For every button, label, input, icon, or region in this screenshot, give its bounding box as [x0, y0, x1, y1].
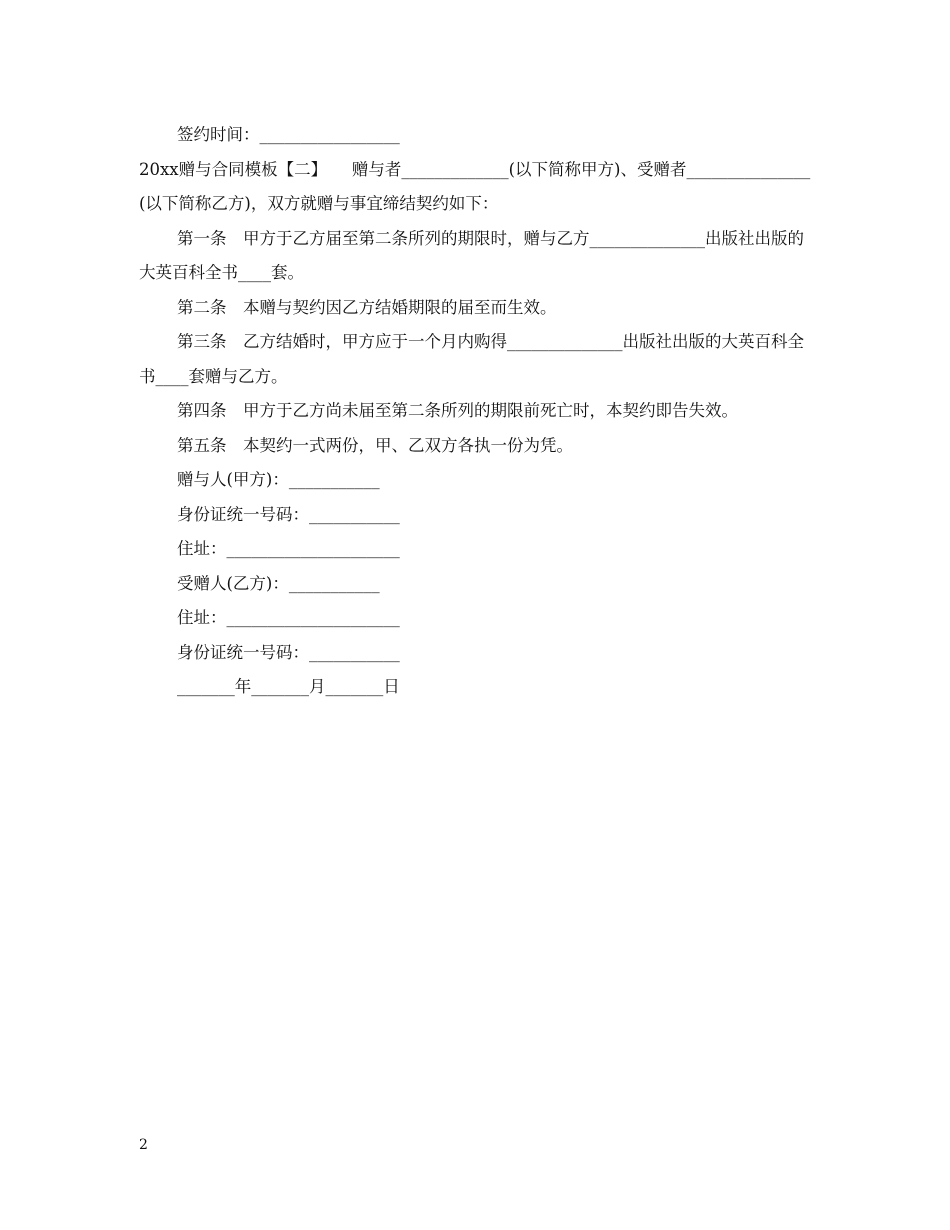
document-body — [139, 118, 811, 705]
donor-id-line: 身份证统一号码：___________ — [177, 504, 400, 524]
signing-time-line: 签约时间：_________________ — [177, 125, 400, 144]
donee-line: 受赠人(乙方)：___________ — [177, 573, 380, 593]
template-heading-paragraph: 20xx赠与合同模板【二】 赠与者_____________(以下简称甲方)、受赠者_______________(以下简称乙方)，双方就赠与事宜缔结契约如下： — [139, 159, 811, 213]
donee-id-line: 身份证统一号码：___________ — [177, 642, 400, 662]
page-number: 2 — [139, 1137, 148, 1153]
article-1: 第一条 甲方于乙方届至第二条所列的期限时，赠与乙方______________出版社出版的大英百科全书____套。 — [139, 228, 804, 282]
article-2: 第二条 本赠与契约因乙方结婚期限的届至而生效。 — [177, 297, 557, 317]
article-5: 第五条 本契约一式两份，甲、乙双方各执一份为凭。 — [177, 435, 573, 455]
article-4: 第四条 甲方于乙方尚未届至第二条所列的期限前死亡时，本契约即告失效。 — [177, 401, 738, 420]
donor-address-line: 住址：_____________________ — [177, 539, 400, 558]
donor-line: 赠与人(甲方)：___________ — [177, 470, 380, 489]
article-3: 第三条 乙方结婚时，甲方应于一个月内购得______________出版社出版的大英百科全书____套赠与乙方。 — [139, 332, 804, 386]
date-line: _______年_______月_______日 — [177, 677, 400, 696]
donee-address-line: 住址：_____________________ — [177, 608, 400, 627]
